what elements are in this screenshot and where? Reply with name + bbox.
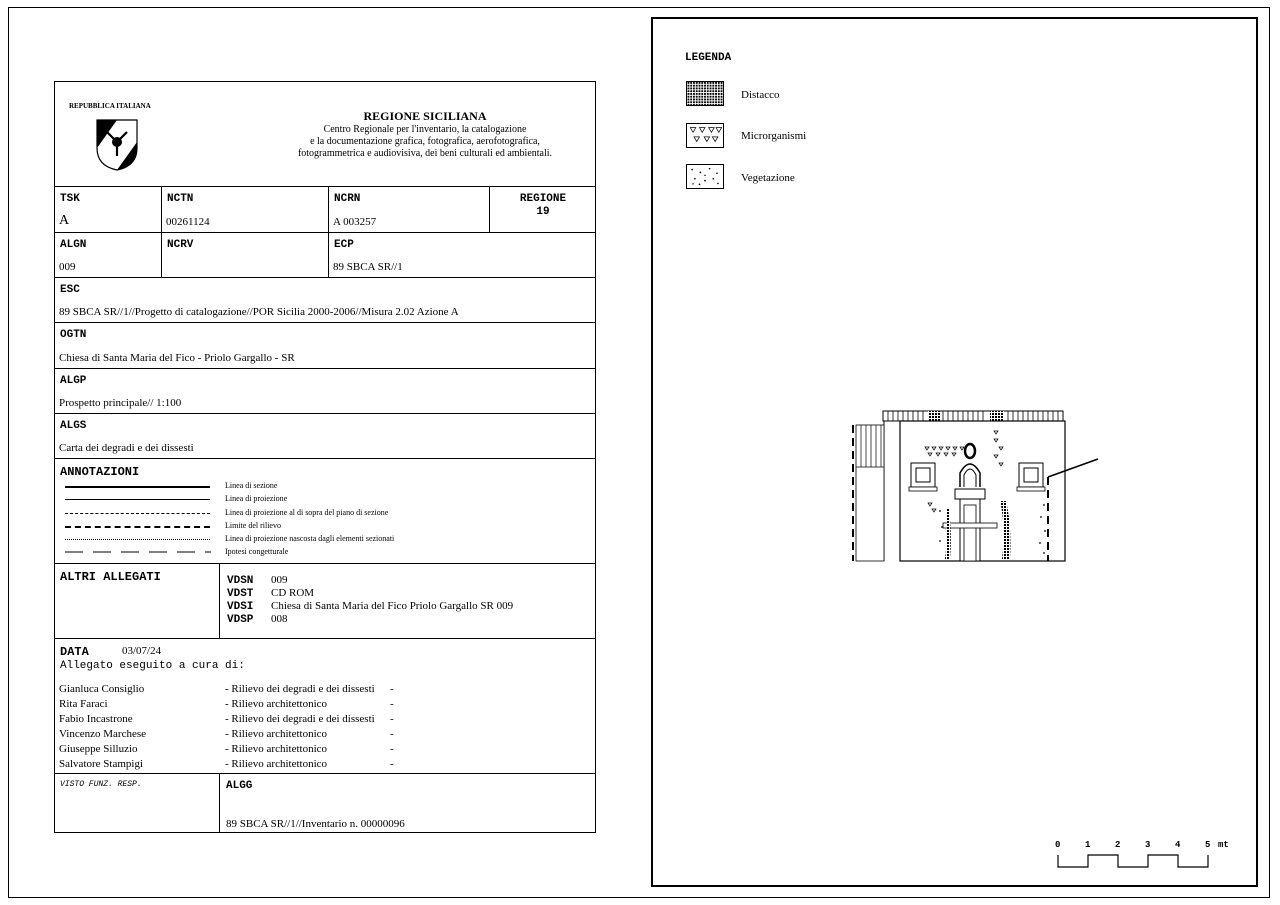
cell-nctn bbox=[161, 187, 328, 232]
cell-attachments-list bbox=[219, 564, 595, 638]
regione-value: 19 bbox=[536, 206, 550, 218]
person-name: Giuseppe Silluzio bbox=[59, 743, 138, 755]
cell-algn bbox=[55, 233, 161, 277]
cell-ncrn bbox=[328, 187, 489, 232]
attachment-value: 008 bbox=[271, 613, 288, 625]
drawing-frame bbox=[651, 17, 1258, 887]
center-line-3: fotogrammetrica e audiovisiva, dei beni culturali ed ambientali. bbox=[297, 148, 553, 159]
algs-value: Carta dei degradi e dei dissesti bbox=[59, 442, 194, 454]
legend-label-vegetazione: Vegetazione bbox=[741, 172, 795, 184]
algn-value: 009 bbox=[59, 261, 76, 273]
attachment-code: VDSP bbox=[227, 614, 254, 626]
attachment-code: VDST bbox=[227, 588, 254, 600]
center-line-2: e la documentazione grafica, fotografica, aerofotografica, bbox=[310, 136, 540, 147]
person-name: Fabio Incastrone bbox=[59, 713, 133, 725]
attachment-code: VDSI bbox=[227, 601, 254, 613]
data-subtitle: Allegato eseguito a cura di: bbox=[60, 660, 245, 672]
legend-swatch-microrganismi bbox=[686, 123, 724, 148]
legend-label-distacco: Distacco bbox=[741, 89, 780, 101]
card-header bbox=[55, 82, 595, 186]
ncrn-value: A 003257 bbox=[333, 216, 377, 228]
attachment-value: 009 bbox=[271, 574, 288, 586]
algs-label: ALGS bbox=[60, 420, 87, 432]
row-algp bbox=[55, 368, 595, 413]
person-tail: - bbox=[390, 683, 394, 695]
attachment-row bbox=[227, 609, 288, 627]
ecp-value: 89 SBCA SR//1 bbox=[333, 261, 403, 273]
catalog-card bbox=[54, 81, 596, 833]
annotation-item: Linea di proiezione al di sopra del piano di sezione bbox=[225, 508, 389, 517]
person-name: Vincenzo Marchese bbox=[59, 728, 146, 740]
tsk-value: A bbox=[59, 213, 70, 228]
attachment-code: VDSN bbox=[227, 575, 254, 587]
scale-bar-graphic bbox=[1057, 853, 1217, 869]
ncrv-label: NCRV bbox=[167, 239, 194, 251]
person-name: Salvatore Stampigi bbox=[59, 758, 144, 770]
scale-tick: 2 bbox=[1115, 840, 1121, 850]
person-tail: - bbox=[390, 743, 394, 755]
line-limit-sample bbox=[65, 526, 210, 528]
algg-value: 89 SBCA SR//1//Inventario n. 00000096 bbox=[226, 818, 405, 830]
person-role: - Rilievo dei degradi e dei dissesti bbox=[225, 713, 375, 725]
person-role: - Rilievo architettonico bbox=[225, 698, 328, 710]
row-esc bbox=[55, 277, 595, 322]
cell-ecp bbox=[328, 233, 595, 277]
annotation-item: Ipotesi congetturale bbox=[225, 547, 289, 556]
row-algs bbox=[55, 413, 595, 458]
person-name: Rita Faraci bbox=[59, 698, 108, 710]
scale-bar bbox=[1053, 837, 1243, 877]
cell-tsk bbox=[55, 187, 161, 232]
person-role: - Rilievo architettonico bbox=[225, 728, 328, 740]
attachment-value: CD ROM bbox=[271, 587, 315, 599]
person-tail: - bbox=[390, 713, 394, 725]
person-name: Gianluca Consiglio bbox=[59, 683, 145, 695]
scale-unit: mt bbox=[1218, 840, 1229, 850]
row-data bbox=[55, 638, 595, 773]
data-date: 03/07/24 bbox=[122, 645, 162, 657]
line-section-sample bbox=[65, 486, 210, 488]
person-tail: - bbox=[390, 758, 394, 770]
annotation-item: Linea di proiezione nascosta dagli elementi sezionati bbox=[225, 534, 395, 543]
nctn-label: NCTN bbox=[167, 193, 194, 205]
row-algn bbox=[55, 232, 595, 277]
esc-label: ESC bbox=[60, 284, 80, 296]
annotation-item: Linea di sezione bbox=[225, 481, 278, 490]
cell-algg bbox=[219, 774, 595, 832]
line-hidden-sample bbox=[65, 539, 210, 540]
line-projection-sample bbox=[65, 499, 210, 500]
visto-label: VISTO FUNZ. RESP. bbox=[60, 780, 142, 789]
algp-label: ALGP bbox=[60, 375, 87, 387]
attachment-value: Chiesa di Santa Maria del Fico Priolo Gargallo SR 009 bbox=[271, 600, 514, 612]
cell-attachments-label bbox=[55, 564, 219, 638]
scale-tick: 4 bbox=[1175, 840, 1181, 850]
ogtn-label: OGTN bbox=[60, 329, 87, 341]
row-identifiers bbox=[55, 186, 595, 232]
algg-label: ALGG bbox=[226, 780, 253, 792]
legend-swatch-vegetazione bbox=[686, 164, 724, 189]
cell-regione bbox=[489, 187, 595, 232]
center-line-1: Centro Regionale per l'inventario, la catalogazione bbox=[323, 124, 527, 135]
cell-visto bbox=[55, 774, 219, 832]
scale-tick: 3 bbox=[1145, 840, 1151, 850]
region-title: REGIONE SICILIANA bbox=[363, 109, 487, 123]
esc-value: 89 SBCA SR//1//Progetto di catalogazione//POR Sicilia 2000-2006//Misura 2.02 Azione A bbox=[59, 306, 459, 318]
person-role: - Rilievo dei degradi e dei dissesti bbox=[225, 683, 375, 695]
regione-label: REGIONE bbox=[519, 193, 567, 205]
ogtn-value: Chiesa di Santa Maria del Fico - Priolo Gargallo - SR bbox=[59, 352, 295, 364]
republic-label: REPUBBLICA ITALIANA bbox=[69, 102, 151, 110]
data-label: DATA bbox=[60, 645, 89, 659]
person-tail: - bbox=[390, 698, 394, 710]
legend-swatch-distacco bbox=[686, 81, 724, 106]
row-footer bbox=[55, 773, 595, 832]
row-annotations bbox=[55, 458, 595, 563]
annotations-label: ANNOTAZIONI bbox=[60, 465, 140, 479]
scale-tick: 1 bbox=[1085, 840, 1091, 850]
line-conjectural-sample bbox=[65, 551, 211, 554]
church-elevation-drawing bbox=[848, 407, 1108, 567]
attachments-label: ALTRI ALLEGATI bbox=[60, 570, 161, 584]
row-attachments bbox=[55, 563, 595, 638]
row-ogtn bbox=[55, 322, 595, 368]
legend-label-microrganismi: Microrganismi bbox=[741, 130, 807, 142]
algp-value: Prospetto principale// 1:100 bbox=[59, 397, 182, 409]
nctn-value: 00261124 bbox=[166, 216, 210, 228]
legend-title: LEGENDA bbox=[685, 52, 732, 64]
tsk-label: TSK bbox=[60, 193, 80, 205]
person-role: - Rilievo architettonico bbox=[225, 743, 328, 755]
person-role: - Rilievo architettonico bbox=[225, 758, 328, 770]
scale-tick: 5 bbox=[1205, 840, 1211, 850]
algn-label: ALGN bbox=[60, 239, 87, 251]
cell-ncrv bbox=[161, 233, 328, 277]
line-projection-above-sample bbox=[65, 513, 210, 514]
annotation-item: Limite del rilievo bbox=[225, 521, 281, 530]
person-tail: - bbox=[390, 728, 394, 740]
ecp-label: ECP bbox=[334, 239, 354, 251]
ncrn-label: NCRN bbox=[334, 193, 361, 205]
annotation-item: Linea di proiezione bbox=[225, 494, 288, 503]
scale-tick: 0 bbox=[1055, 840, 1061, 850]
